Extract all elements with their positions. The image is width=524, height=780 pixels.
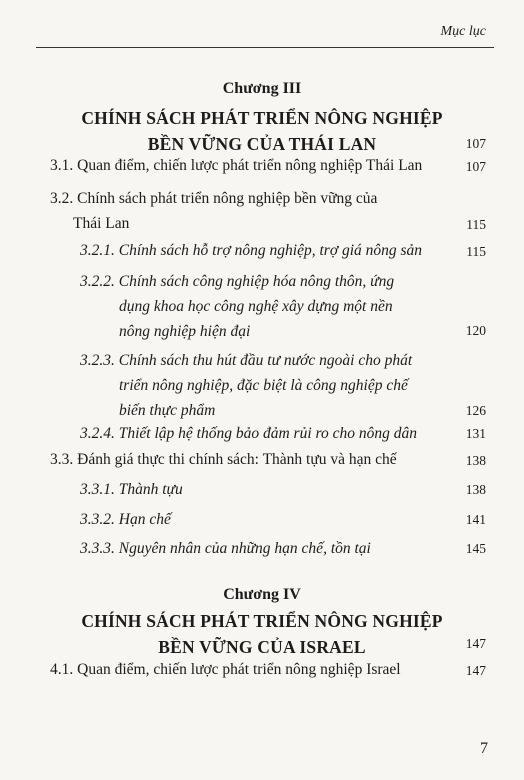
toc-entry-4-1[interactable]: 4.1. Quan điểm, chiến lược phát triển nông nghiệp Israel (50, 661, 401, 678)
toc-entry-3-2-4[interactable]: 3.2.4. Thiết lập hệ thống bảo đảm rủi ro cho nông dân (80, 425, 417, 442)
toc-entry-3-2-line1[interactable]: 3.2. Chính sách phát triển nông nghiệp bền vững của (50, 190, 378, 207)
toc-entry-3-2-2-line3[interactable]: nông nghiệp hiện đại (119, 323, 251, 340)
header-section-label: Mục lục (440, 24, 486, 39)
toc-page-3-3-1: 138 (465, 482, 486, 497)
toc-page-3-2-2: 120 (465, 323, 486, 338)
toc-entry-3-2-line2[interactable]: Thái Lan (73, 215, 130, 232)
toc-page-3-3: 138 (465, 453, 486, 468)
chapter4-heading: Chương IV (223, 586, 301, 603)
header-rule (36, 47, 494, 48)
toc-entry-3-2-2-line2[interactable]: dụng khoa học công nghệ xây dựng một nền (119, 298, 393, 315)
toc-page-3-3-3: 145 (465, 541, 486, 556)
toc-page-3-2-1: 115 (466, 244, 486, 259)
toc-entry-3-1[interactable]: 3.1. Quan điểm, chiến lược phát triển nông nghiệp Thái Lan (50, 157, 423, 174)
chapter3-title-line2: BỀN VỮNG CỦA THÁI LAN (147, 134, 377, 154)
toc-entry-3-2-2-line1[interactable]: 3.2.2. Chính sách công nghiệp hóa nông thôn, ứng (80, 273, 395, 290)
chapter3-title-line1: CHÍNH SÁCH PHÁT TRIỂN NÔNG NGHIỆP (81, 108, 443, 128)
toc-page-3-2-3: 126 (465, 403, 486, 418)
toc-page-3-1: 107 (465, 159, 486, 174)
chapter3-page: 107 (465, 136, 486, 151)
toc-page-4-1: 147 (465, 663, 486, 678)
page-number: 7 (480, 740, 488, 757)
toc-entry-3-3-1[interactable]: 3.3.1. Thành tựu (80, 481, 183, 498)
toc-page-3-3-2: 141 (465, 512, 486, 527)
chapter3-heading: Chương III (222, 80, 302, 97)
toc-entry-3-2-1[interactable]: 3.2.1. Chính sách hỗ trợ nông nghiệp, trợ giá nông sản (80, 242, 423, 259)
toc-entry-3-2-3-line3[interactable]: biến thực phẩm (119, 402, 216, 419)
toc-page-3-2-4: 131 (465, 426, 486, 441)
toc-entry-3-3-3[interactable]: 3.3.3. Nguyên nhân của những hạn chế, tồn tại (80, 540, 371, 557)
toc-page-3-2: 115 (466, 217, 486, 232)
chapter4-title-line1: CHÍNH SÁCH PHÁT TRIỂN NÔNG NGHIỆP (81, 611, 443, 631)
toc-entry-3-3[interactable]: 3.3. Đánh giá thực thi chính sách: Thành tựu và hạn chế (50, 451, 397, 468)
chapter4-page: 147 (465, 636, 486, 651)
toc-entry-3-3-2[interactable]: 3.3.2. Hạn chế (80, 511, 171, 528)
chapter4-title-line2: BỀN VỮNG CỦA ISRAEL (158, 637, 366, 657)
toc-entry-3-2-3-line1[interactable]: 3.2.3. Chính sách thu hút đầu tư nước ngoài cho phát (80, 352, 413, 369)
toc-entry-3-2-3-line2[interactable]: triển nông nghiệp, đặc biệt là công nghiệp chế (119, 377, 408, 394)
